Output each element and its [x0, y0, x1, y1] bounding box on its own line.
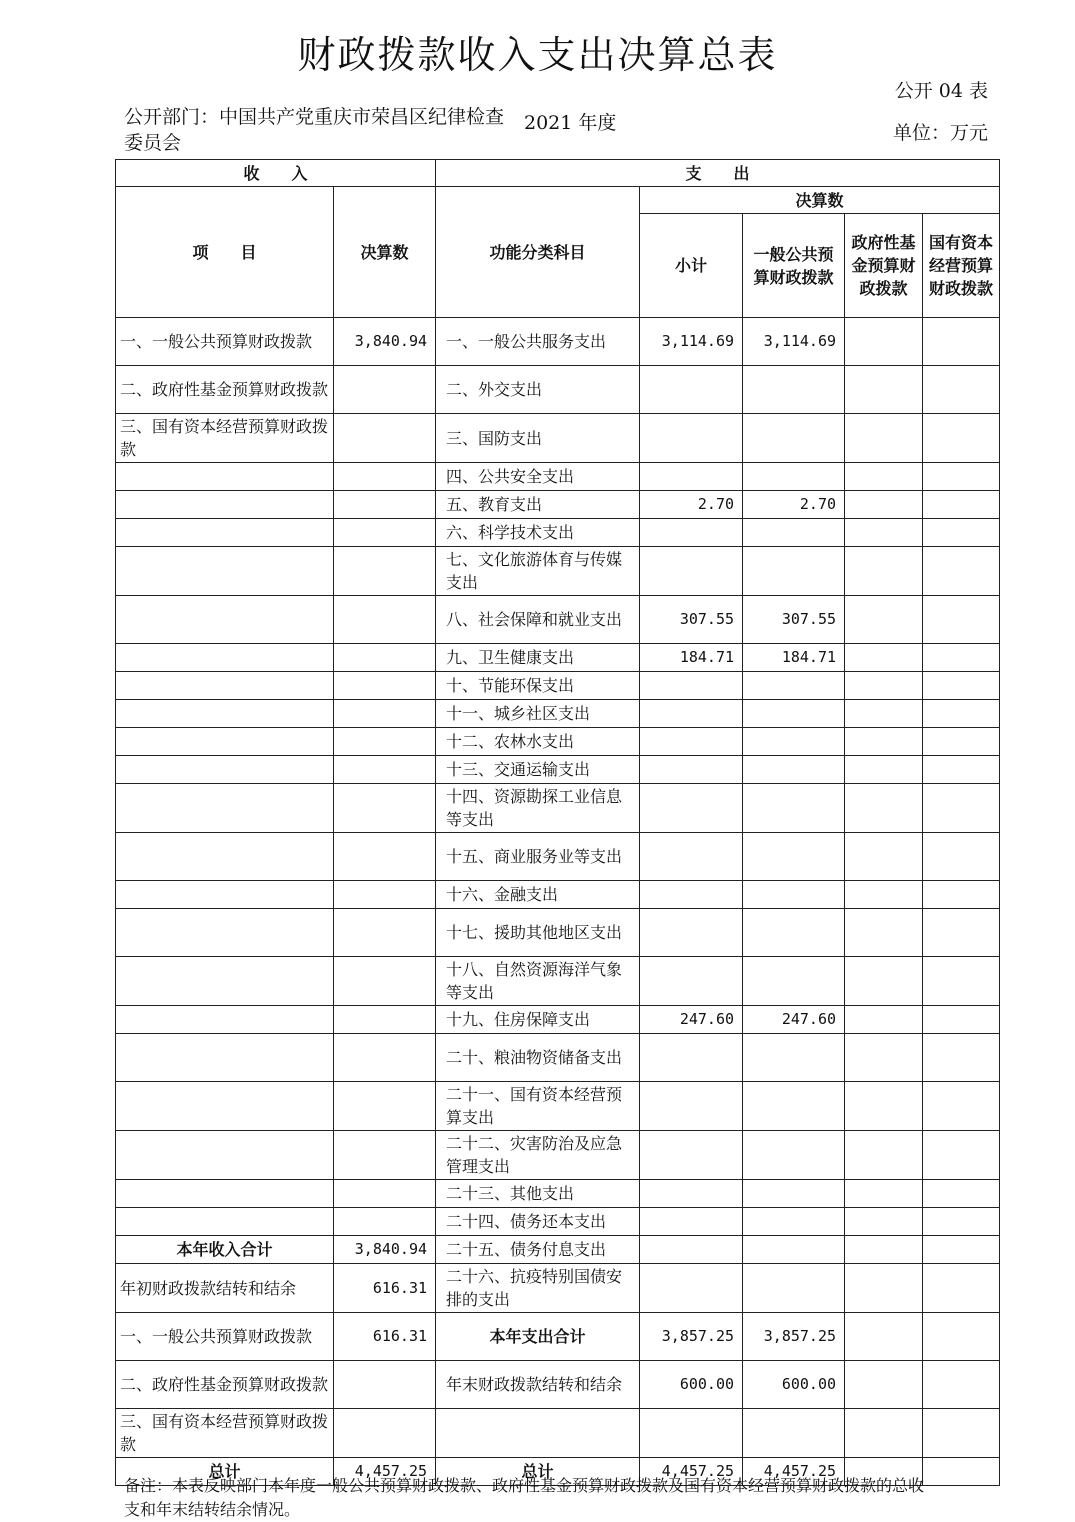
expense-category: 总计 [436, 1458, 640, 1486]
gov-fund-header: 政府性基金预算财政拨款 [845, 214, 923, 318]
income-amount [334, 1361, 436, 1409]
expense-subtotal [640, 672, 743, 700]
expense-general-budget [743, 728, 845, 756]
expense-category: 九、卫生健康支出 [436, 644, 640, 672]
expense-category: 八、社会保障和就业支出 [436, 596, 640, 644]
income-amount [334, 1409, 436, 1458]
expense-gov-fund [845, 700, 923, 728]
footnote: 备注：本表反映部门本年度一般公共预算财政拨款、政府性基金预算财政拨款及国有资本经营预算财政拨款的总收支和年末结转结余情况。 [124, 1476, 925, 1519]
expense-subtotal [640, 1208, 743, 1236]
expense-general-budget: 184.71 [743, 644, 845, 672]
expense-subtotal [640, 909, 743, 957]
table-row [116, 414, 1000, 463]
income-item [116, 756, 334, 784]
expense-soe-budget [923, 700, 1000, 728]
expense-subtotal [640, 1180, 743, 1208]
table-row [116, 1131, 1000, 1180]
table-row [116, 596, 1000, 644]
expense-soe-budget [923, 909, 1000, 957]
expense-soe-budget [923, 1313, 1000, 1361]
table-row [116, 463, 1000, 491]
expense-general-budget [743, 1082, 845, 1131]
income-amount: 4,457.25 [334, 1458, 436, 1486]
expense-general-budget [743, 957, 845, 1006]
expense-general-budget [743, 700, 845, 728]
income-amount [334, 491, 436, 519]
expense-subtotal: 600.00 [640, 1361, 743, 1409]
table-row [116, 1264, 1000, 1313]
table-row [116, 1006, 1000, 1034]
income-item [116, 1082, 334, 1131]
expense-category: 十二、农林水支出 [436, 728, 640, 756]
table-row [116, 1180, 1000, 1208]
expense-gov-fund [845, 1361, 923, 1409]
income-amount [334, 728, 436, 756]
expense-subtotal [640, 1034, 743, 1082]
table-row [116, 1236, 1000, 1264]
income-item: 一、一般公共预算财政拨款 [116, 1313, 334, 1361]
expense-gov-fund [845, 672, 923, 700]
income-amount [334, 547, 436, 596]
expense-gov-fund [845, 644, 923, 672]
expense-subtotal [640, 728, 743, 756]
form-number: 公开 04 表 [894, 80, 988, 102]
expense-subtotal [640, 366, 743, 414]
expense-subtotal [640, 1264, 743, 1313]
table-row [116, 1082, 1000, 1131]
expense-gov-fund [845, 1180, 923, 1208]
table-row [116, 318, 1000, 366]
item-header: 项 目 [116, 187, 334, 318]
expense-category: 二十六、抗疫特别国债安排的支出 [436, 1264, 640, 1313]
expense-category: 一、一般公共服务支出 [436, 318, 640, 366]
unit-label: 单位：万元 [892, 122, 988, 144]
table-row [116, 1409, 1000, 1458]
expense-general-budget [743, 1409, 845, 1458]
general-budget-header: 一般公共预算财政拨款 [743, 214, 845, 318]
table-row [116, 1034, 1000, 1082]
expense-category: 二十三、其他支出 [436, 1180, 640, 1208]
expense-soe-budget [923, 366, 1000, 414]
expense-subtotal: 3,857.25 [640, 1313, 743, 1361]
expense-soe-budget [923, 756, 1000, 784]
income-amount [334, 700, 436, 728]
expense-soe-budget [923, 1361, 1000, 1409]
expense-general-budget: 4,457.25 [743, 1458, 845, 1486]
expense-category: 二、外交支出 [436, 366, 640, 414]
expense-soe-budget [923, 1208, 1000, 1236]
expense-subtotal [640, 756, 743, 784]
expense-soe-budget [923, 1458, 1000, 1486]
expense-subtotal: 247.60 [640, 1006, 743, 1034]
income-amount [334, 519, 436, 547]
income-item: 二、政府性基金预算财政拨款 [116, 366, 334, 414]
income-item [116, 596, 334, 644]
expense-subtotal [640, 1131, 743, 1180]
expense-gov-fund [845, 1082, 923, 1131]
expense-soe-budget [923, 672, 1000, 700]
expense-general-budget [743, 1264, 845, 1313]
table-row [116, 672, 1000, 700]
expense-general-budget [743, 1208, 845, 1236]
expense-category: 二十五、债务付息支出 [436, 1236, 640, 1264]
table-row [116, 728, 1000, 756]
income-item: 三、国有资本经营预算财政拨款 [116, 414, 334, 463]
expense-subtotal: 2.70 [640, 491, 743, 519]
subtotal-header: 小计 [640, 214, 743, 318]
expense-category: 十四、资源勘探工业信息等支出 [436, 784, 640, 833]
expense-soe-budget [923, 1264, 1000, 1313]
expense-category: 五、教育支出 [436, 491, 640, 519]
expense-subtotal [640, 547, 743, 596]
expense-category: 七、文化旅游体育与传媒支出 [436, 547, 640, 596]
expense-category: 二十四、债务还本支出 [436, 1208, 640, 1236]
expense-subtotal [640, 784, 743, 833]
expense-subtotal [640, 414, 743, 463]
expense-gov-fund [845, 547, 923, 596]
expense-soe-budget [923, 644, 1000, 672]
income-amount [334, 1006, 436, 1034]
expense-subtotal [640, 519, 743, 547]
expense-general-budget: 247.60 [743, 1006, 845, 1034]
expense-general-budget: 3,857.25 [743, 1313, 845, 1361]
income-item [116, 1131, 334, 1180]
expense-soe-budget [923, 728, 1000, 756]
expense-subtotal: 3,114.69 [640, 318, 743, 366]
expense-gov-fund [845, 1034, 923, 1082]
expense-general-budget: 307.55 [743, 596, 845, 644]
expense-gov-fund [845, 1409, 923, 1458]
income-amount: 3,840.94 [334, 318, 436, 366]
expense-gov-fund [845, 1006, 923, 1034]
income-item [116, 672, 334, 700]
expense-soe-budget [923, 491, 1000, 519]
income-item [116, 1208, 334, 1236]
expense-subtotal [640, 1082, 743, 1131]
expense-subtotal [640, 463, 743, 491]
expense-gov-fund [845, 596, 923, 644]
expense-general-budget [743, 1180, 845, 1208]
income-amount [334, 833, 436, 881]
income-item: 一、一般公共预算财政拨款 [116, 318, 334, 366]
expense-soe-budget [923, 1409, 1000, 1458]
expense-subtotal [640, 833, 743, 881]
income-amount [334, 756, 436, 784]
income-amount [334, 596, 436, 644]
income-item [116, 1180, 334, 1208]
income-amount [334, 1208, 436, 1236]
expense-category: 二十一、国有资本经营预算支出 [436, 1082, 640, 1131]
page-title: 财政拨款收入支出决算总表 [297, 33, 778, 77]
income-item: 三、国有资本经营预算财政拨款 [116, 1409, 334, 1458]
expense-gov-fund [845, 909, 923, 957]
expense-gov-fund [845, 756, 923, 784]
income-amount [334, 1082, 436, 1131]
expense-general-budget: 2.70 [743, 491, 845, 519]
expense-category: 四、公共安全支出 [436, 463, 640, 491]
income-item: 总计 [116, 1458, 334, 1486]
income-amount [334, 1034, 436, 1082]
expense-gov-fund [845, 881, 923, 909]
income-item [116, 463, 334, 491]
expense-general-budget [743, 1236, 845, 1264]
expense-gov-fund [845, 463, 923, 491]
expense-gov-fund [845, 491, 923, 519]
table-row [116, 519, 1000, 547]
expense-soe-budget [923, 547, 1000, 596]
expense-category: 六、科学技术支出 [436, 519, 640, 547]
budget-table [115, 159, 1000, 1486]
expense-category: 三、国防支出 [436, 414, 640, 463]
expense-general-budget [743, 756, 845, 784]
table-row [116, 957, 1000, 1006]
expense-gov-fund [845, 414, 923, 463]
expense-soe-budget [923, 596, 1000, 644]
expense-soe-budget [923, 463, 1000, 491]
expense-soe-budget [923, 784, 1000, 833]
table-row [116, 833, 1000, 881]
income-amount [334, 644, 436, 672]
expense-subtotal [640, 700, 743, 728]
expense-soe-budget [923, 833, 1000, 881]
expense-soe-budget [923, 957, 1000, 1006]
expense-subtotal [640, 1409, 743, 1458]
expense-subtotal: 4,457.25 [640, 1458, 743, 1486]
expense-subtotal: 184.71 [640, 644, 743, 672]
table-row [116, 1313, 1000, 1361]
expense-gov-fund [845, 519, 923, 547]
expense-general-budget: 600.00 [743, 1361, 845, 1409]
income-amount [334, 463, 436, 491]
income-item [116, 491, 334, 519]
expense-category: 十三、交通运输支出 [436, 756, 640, 784]
fiscal-year: 2021 年度 [524, 112, 617, 134]
expense-subtotal: 307.55 [640, 596, 743, 644]
table-row [116, 700, 1000, 728]
income-amount [334, 881, 436, 909]
income-amount [334, 1180, 436, 1208]
expense-category: 十九、住房保障支出 [436, 1006, 640, 1034]
department-label: 公开部门：中国共产党重庆市荣昌区纪律检查委员会 [124, 106, 505, 154]
table-row [116, 784, 1000, 833]
expense-subtotal [640, 1236, 743, 1264]
table-row [116, 881, 1000, 909]
expense-gov-fund [845, 833, 923, 881]
expense-gov-fund [845, 1236, 923, 1264]
expense-soe-budget [923, 414, 1000, 463]
expense-header: 支 出 [436, 160, 1000, 187]
expense-category: 十七、援助其他地区支出 [436, 909, 640, 957]
income-item: 年初财政拨款结转和结余 [116, 1264, 334, 1313]
expense-category: 十八、自然资源海洋气象等支出 [436, 957, 640, 1006]
income-amount: 616.31 [334, 1264, 436, 1313]
expense-gov-fund [845, 784, 923, 833]
expense-category: 年末财政拨款结转和结余 [436, 1361, 640, 1409]
income-item: 本年收入合计 [116, 1236, 334, 1264]
expense-soe-budget [923, 1180, 1000, 1208]
expense-soe-budget [923, 318, 1000, 366]
table-row [116, 1208, 1000, 1236]
expense-soe-budget [923, 1006, 1000, 1034]
table-row [116, 644, 1000, 672]
income-item [116, 909, 334, 957]
expense-gov-fund [845, 318, 923, 366]
expense-general-budget [743, 519, 845, 547]
expense-gov-fund [845, 1313, 923, 1361]
table-row [116, 756, 1000, 784]
table-row [116, 1361, 1000, 1409]
expense-category: 十六、金融支出 [436, 881, 640, 909]
table-row [116, 366, 1000, 414]
table-row [116, 547, 1000, 596]
income-item [116, 519, 334, 547]
income-amount [334, 414, 436, 463]
expense-category: 十、节能环保支出 [436, 672, 640, 700]
final-amount-header: 决算数 [640, 187, 1000, 214]
expense-general-budget [743, 672, 845, 700]
income-amount: 3,840.94 [334, 1236, 436, 1264]
income-item [116, 1006, 334, 1034]
expense-category: 本年支出合计 [436, 1313, 640, 1361]
expense-gov-fund [845, 366, 923, 414]
amount-header: 决算数 [334, 187, 436, 318]
expense-soe-budget [923, 1034, 1000, 1082]
expense-soe-budget [923, 881, 1000, 909]
expense-subtotal [640, 881, 743, 909]
income-amount [334, 909, 436, 957]
income-amount [334, 1131, 436, 1180]
expense-gov-fund [845, 1264, 923, 1313]
table-row [116, 491, 1000, 519]
expense-gov-fund [845, 957, 923, 1006]
expense-general-budget [743, 366, 845, 414]
expense-general-budget [743, 463, 845, 491]
income-amount: 616.31 [334, 1313, 436, 1361]
expense-category [436, 1409, 640, 1458]
expense-general-budget [743, 833, 845, 881]
soe-budget-header: 国有资本经营预算财政拨款 [923, 214, 1000, 318]
income-item [116, 644, 334, 672]
income-header: 收 入 [116, 160, 436, 187]
income-amount [334, 957, 436, 1006]
expense-soe-budget [923, 1236, 1000, 1264]
expense-gov-fund [845, 1131, 923, 1180]
expense-soe-budget [923, 1082, 1000, 1131]
expense-subtotal [640, 957, 743, 1006]
income-item [116, 957, 334, 1006]
expense-general-budget [743, 1131, 845, 1180]
expense-soe-budget [923, 1131, 1000, 1180]
income-amount [334, 784, 436, 833]
income-item [116, 833, 334, 881]
expense-general-budget [743, 414, 845, 463]
expense-soe-budget [923, 519, 1000, 547]
income-item [116, 728, 334, 756]
income-amount [334, 366, 436, 414]
expense-category: 十一、城乡社区支出 [436, 700, 640, 728]
expense-general-budget [743, 784, 845, 833]
table-row [116, 909, 1000, 957]
income-item [116, 547, 334, 596]
expense-general-budget: 3,114.69 [743, 318, 845, 366]
expense-gov-fund [845, 728, 923, 756]
income-item [116, 1034, 334, 1082]
income-item [116, 784, 334, 833]
expense-general-budget [743, 909, 845, 957]
expense-category: 二十、粮油物资储备支出 [436, 1034, 640, 1082]
expense-category: 二十二、灾害防治及应急管理支出 [436, 1131, 640, 1180]
income-item: 二、政府性基金预算财政拨款 [116, 1361, 334, 1409]
income-item [116, 881, 334, 909]
income-amount [334, 672, 436, 700]
function-category-header: 功能分类科目 [436, 187, 640, 318]
expense-general-budget [743, 547, 845, 596]
income-item [116, 700, 334, 728]
expense-general-budget [743, 1034, 845, 1082]
expense-category: 十五、商业服务业等支出 [436, 833, 640, 881]
expense-general-budget [743, 881, 845, 909]
expense-gov-fund [845, 1208, 923, 1236]
